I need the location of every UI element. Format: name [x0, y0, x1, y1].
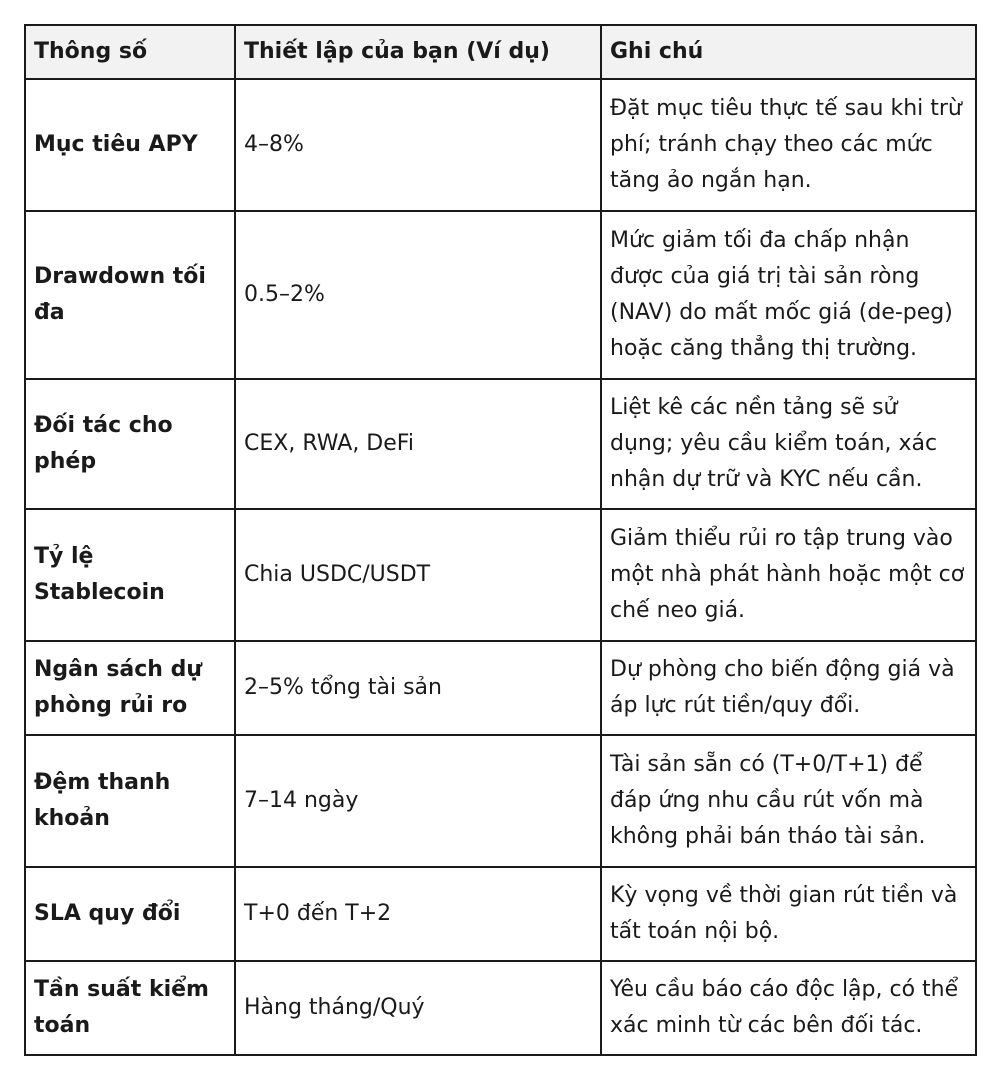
row-setting-value: 2–5% tổng tài sản [235, 641, 601, 735]
row-note: Mức giảm tối đa chấp nhận được của giá trị tài sản ròng (NAV) do mất mốc giá (de-peg) hoặc căng thẳng thị trường. [601, 211, 976, 379]
column-header-notes: Ghi chú [601, 25, 976, 79]
table-row [25, 509, 976, 641]
table-row [25, 79, 976, 211]
row-parameter-name: Đệm thanh khoản [25, 735, 235, 867]
row-setting-value: 4–8% [235, 79, 601, 211]
table-row [25, 641, 976, 735]
row-parameter-name: Đối tác cho phép [25, 379, 235, 509]
row-note: Dự phòng cho biến động giá và áp lực rút tiền/quy đổi. [601, 641, 976, 735]
table-row [25, 867, 976, 961]
column-header-your-setting: Thiết lập của bạn (Ví dụ) [235, 25, 601, 79]
row-parameter-name: Drawdown tối đa [25, 211, 235, 379]
row-note: Liệt kê các nền tảng sẽ sử dụng; yêu cầu kiểm toán, xác nhận dự trữ và KYC nếu cần. [601, 379, 976, 509]
row-parameter-name: Tỷ lệ Stablecoin [25, 509, 235, 641]
table-row [25, 961, 976, 1055]
row-setting-value: CEX, RWA, DeFi [235, 379, 601, 509]
row-note: Giảm thiểu rủi ro tập trung vào một nhà phát hành hoặc một cơ chế neo giá. [601, 509, 976, 641]
row-setting-value: 0.5–2% [235, 211, 601, 379]
table-row [25, 211, 976, 379]
parameter-table-container [24, 24, 975, 1056]
parameter-table [24, 24, 977, 1056]
row-setting-value: Hàng tháng/Quý [235, 961, 601, 1055]
row-parameter-name: Tần suất kiểm toán [25, 961, 235, 1055]
table-header-row [25, 25, 976, 79]
row-setting-value: 7–14 ngày [235, 735, 601, 867]
row-note: Yêu cầu báo cáo độc lập, có thể xác minh từ các bên đối tác. [601, 961, 976, 1055]
row-parameter-name: Mục tiêu APY [25, 79, 235, 211]
row-note: Đặt mục tiêu thực tế sau khi trừ phí; tránh chạy theo các mức tăng ảo ngắn hạn. [601, 79, 976, 211]
column-header-parameter: Thông số [25, 25, 235, 79]
row-parameter-name: SLA quy đổi [25, 867, 235, 961]
table-row [25, 379, 976, 509]
row-parameter-name: Ngân sách dự phòng rủi ro [25, 641, 235, 735]
row-setting-value: Chia USDC/USDT [235, 509, 601, 641]
table-row [25, 735, 976, 867]
row-note: Tài sản sẵn có (T+0/T+1) để đáp ứng nhu cầu rút vốn mà không phải bán tháo tài sản. [601, 735, 976, 867]
row-setting-value: T+0 đến T+2 [235, 867, 601, 961]
row-note: Kỳ vọng về thời gian rút tiền và tất toán nội bộ. [601, 867, 976, 961]
